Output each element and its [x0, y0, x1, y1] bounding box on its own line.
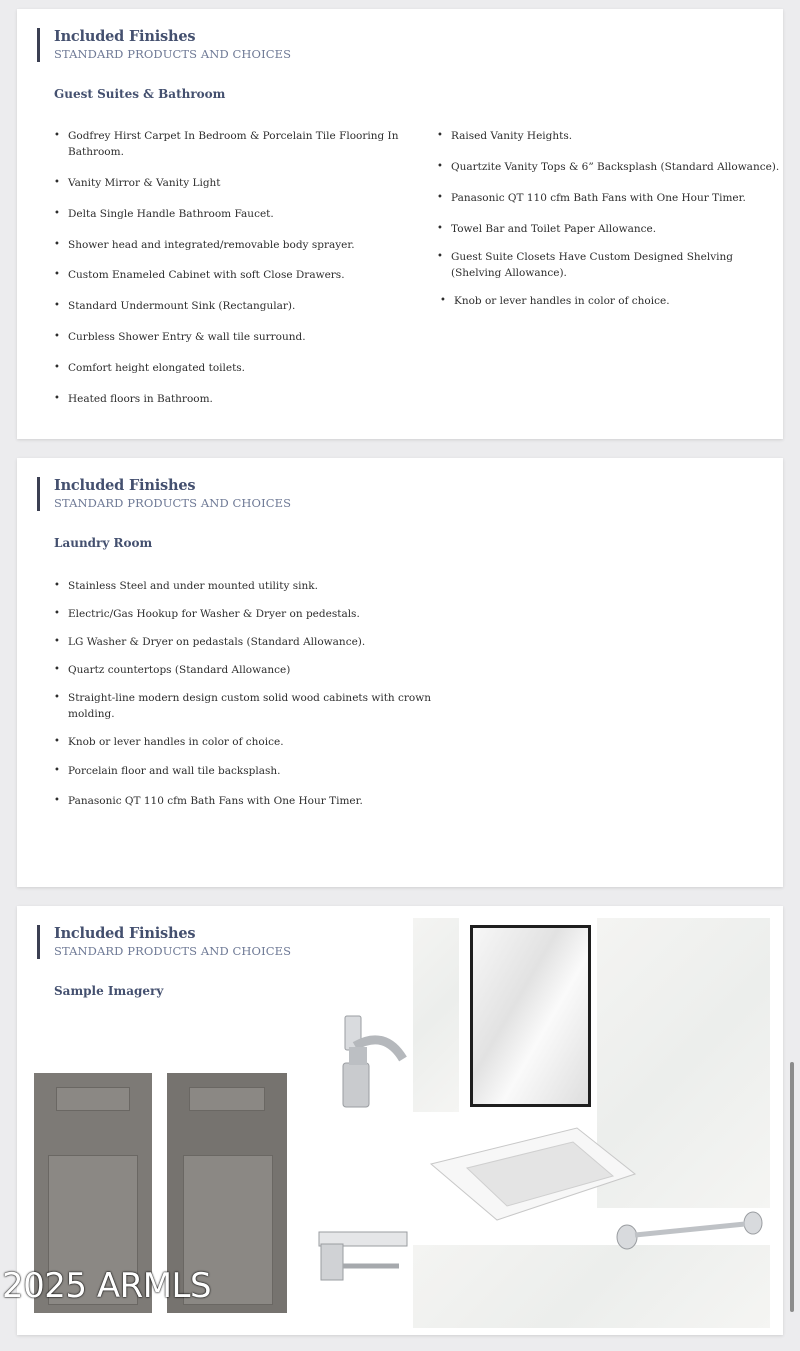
heading-accent-bar — [37, 28, 40, 62]
armls-watermark: 2025 ARMLS — [2, 1266, 212, 1306]
list-item: • Heated floors in Bathroom. — [54, 393, 213, 405]
list-item: • Godfrey Hirst Carpet In Bedroom & Porcelain Tile Flooring In — [54, 130, 399, 142]
list-item: • Panasonic QT 110 cfm Bath Fans with One Hour Timer. — [54, 795, 363, 807]
list-item: • Knob or lever handles in color of choice. — [54, 736, 284, 748]
list-item: • Curbless Shower Entry & wall tile surround. — [54, 331, 306, 343]
list-item-continuation: (Shelving Allowance). — [451, 267, 567, 279]
list-item: • Comfort height elongated toilets. — [54, 362, 246, 374]
card-subtitle: STANDARD PRODUCTS AND CHOICES — [54, 496, 292, 510]
faucet-image — [335, 1001, 410, 1111]
guest-suites-card — [17, 9, 783, 439]
list-item: • Towel Bar and Toilet Paper Allowance. — [437, 223, 657, 235]
towel-bar-image — [615, 1209, 765, 1254]
section-heading: Sample Imagery — [54, 984, 164, 998]
list-item: • Electric/Gas Hookup for Washer & Dryer on pedestals. — [54, 608, 360, 620]
list-item: • Straight-line modern design custom solid wood cabinets with crown — [54, 692, 431, 704]
heading-accent-bar — [37, 477, 40, 511]
marble-tile-sample — [413, 918, 459, 1112]
list-item: • LG Washer & Dryer on pedastals (Standard Allowance). — [54, 636, 366, 648]
card-subtitle: STANDARD PRODUCTS AND CHOICES — [54, 944, 292, 958]
list-item: • Quartz countertops (Standard Allowance) — [54, 664, 291, 676]
list-item: • Custom Enameled Cabinet with soft Close Drawers. — [54, 269, 345, 281]
list-item: • Panasonic QT 110 cfm Bath Fans with One Hour Timer. — [437, 192, 746, 204]
list-item: • Guest Suite Closets Have Custom Designed Shelving — [437, 251, 734, 263]
heading-accent-bar — [37, 925, 40, 959]
section-heading: Guest Suites & Bathroom — [54, 87, 226, 101]
list-item-continuation: Bathroom. — [68, 146, 124, 158]
card-subtitle: STANDARD PRODUCTS AND CHOICES — [54, 47, 292, 61]
marble-tile-sample — [413, 1245, 770, 1328]
list-item: • Standard Undermount Sink (Rectangular). — [54, 300, 296, 312]
list-item: • Knob or lever handles in color of choice. — [440, 295, 670, 307]
list-item: • Quartzite Vanity Tops & 6” Backsplash (Standard Allowance). — [437, 161, 780, 173]
section-heading: Laundry Room — [54, 536, 153, 550]
card-title: Included Finishes — [54, 925, 196, 942]
list-item: • Shower head and integrated/removable body sprayer. — [54, 239, 355, 251]
list-item: • Raised Vanity Heights. — [437, 130, 573, 142]
laundry-room-card — [17, 458, 783, 887]
list-item: • Delta Single Handle Bathroom Faucet. — [54, 208, 274, 220]
vanity-mirror-image — [470, 925, 591, 1107]
toilet-paper-holder-image — [317, 1226, 412, 1286]
list-item: • Stainless Steel and under mounted utility sink. — [54, 580, 318, 592]
list-item: • Vanity Mirror & Vanity Light — [54, 177, 221, 189]
list-item-continuation: molding. — [68, 708, 115, 720]
card-title: Included Finishes — [54, 28, 196, 45]
scrollbar[interactable] — [790, 1062, 794, 1312]
list-item: • Porcelain floor and wall tile backsplash. — [54, 765, 281, 777]
card-title: Included Finishes — [54, 477, 196, 494]
undermount-sink-image — [427, 1124, 637, 1224]
